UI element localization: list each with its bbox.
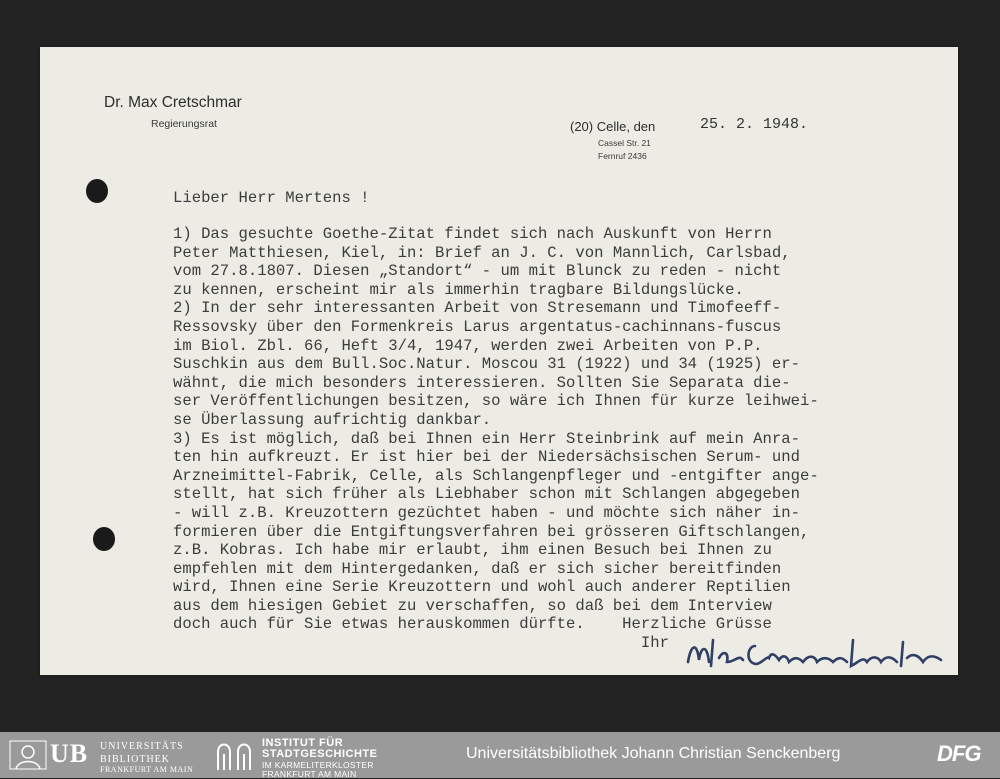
letter-line: Peter Matthiesen, Kiel, in: Brief an J. C. von Mannlich, Carlsbad, — [173, 243, 791, 262]
isg-name-line3: IM KARMELITERKLOSTER — [262, 760, 374, 770]
letter-line: wähnt, die mich besonders interessieren. Sollten Sie Separata die- — [173, 373, 791, 392]
letter-line: zu kennen, erscheint mir als immerhin tragbare Bildungslücke. — [173, 280, 744, 299]
letter-line: ser Veröffentlichungen besitzen, so wäre ich Ihnen für kurze leihwei- — [173, 392, 819, 411]
letter-line: ten hin aufkreuzt. Er ist hier bei der Niedersächsischen Serum- und — [173, 448, 800, 467]
ub-logo-text: UB — [50, 739, 89, 768]
isg-name-line1: INSTITUT FÜR — [262, 737, 344, 749]
punch-hole — [86, 179, 108, 203]
letter-line: 2) In der sehr interessanten Arbeit von Stresemann und Timofeeff- — [173, 299, 782, 318]
letter-body — [173, 225, 819, 653]
letter-line: im Biol. Zbl. 66, Heft 3/4, 1947, werden zwei Arbeiten von P.P. — [173, 336, 763, 355]
letter-line: doch auch für Sie etwas herauskommen dürfte. Herzliche Grüsse — [173, 615, 772, 634]
sender-title: Regierungsrat — [151, 118, 217, 130]
ub-name-line1: UNIVERSITÄTS — [100, 741, 184, 752]
sender-street: Cassel Str. 21 — [598, 138, 651, 148]
letter-sheet — [40, 47, 958, 675]
footer-bar — [0, 732, 1000, 778]
dfg-logo: DFG — [937, 741, 981, 766]
letter-line: Ihr — [173, 634, 669, 653]
letter-line: Arzneimittel-Fabrik, Celle, als Schlangenpfleger und -entgifter ange- — [173, 466, 819, 485]
letter-line: Ressovsky über den Formenkreis Larus argentatus-cachinnans-fuscus — [173, 317, 782, 336]
place-line: (20) Celle, den — [570, 119, 656, 134]
sender-name: Dr. Max Cretschmar — [104, 94, 242, 111]
salutation: Lieber Herr Mertens ! — [173, 189, 370, 207]
letter-line: 1) Das gesuchte Goethe-Zitat findet sich nach Auskunft von Herrn — [173, 225, 772, 243]
letter-line: z.B. Kobras. Ich habe mir erlaubt, ihm einen Besuch bei Ihnen zu — [173, 541, 772, 560]
handwritten-signature — [683, 632, 953, 672]
ub-name-line3: FRANKFURT AM MAIN — [100, 765, 194, 774]
letter-line: Suschkin aus dem Bull.Soc.Natur. Moscou 31 (1922) und 34 (1925) er- — [173, 355, 800, 374]
letter-line: wird, Ihnen eine Serie Kreuzottern und wohl auch anderer Reptilien — [173, 578, 791, 597]
letter-line: formieren über die Entgiftungsverfahren bei grösseren Giftschlangen, — [173, 522, 810, 541]
ub-portrait-icon — [8, 739, 48, 771]
letter-line: 3) Es ist möglich, daß bei Ihnen ein Herr Steinbrink auf mein Anra- — [173, 429, 800, 448]
letter-line: - will z.B. Kreuzottern gezüchtet haben - und möchte sich näher in- — [173, 503, 800, 522]
punch-hole — [93, 527, 115, 551]
isg-name-line4: FRANKFURT AM MAIN — [262, 769, 357, 779]
library-credit: Universitätsbibliothek Johann Christian Senckenberg — [466, 745, 841, 762]
isg-name-line2: STADTGESCHICHTE — [262, 748, 378, 760]
letter-line: stellt, hat sich früher als Liebhaber schon mit Schlangen abgegeben — [173, 485, 800, 504]
letter-line: vom 27.8.1807. Diesen „Standort“ - um mit Blunck zu reden - nicht — [173, 262, 782, 281]
letter-line: aus dem hiesigen Gebiet zu verschaffen, so daß bei dem Interview — [173, 596, 772, 615]
letter-line: empfehlen mit dem Hintergedanken, daß er sich sicher bereitfinden — [173, 559, 782, 578]
letter-line: se Überlassung aufrichtig dankbar. — [173, 410, 492, 429]
letter-date: 25. 2. 1948. — [700, 116, 809, 133]
sender-phone: Fernruf 2436 — [598, 151, 647, 161]
isg-arches-icon — [214, 738, 254, 772]
ub-name-line2: BIBLIOTHEK — [100, 754, 170, 765]
